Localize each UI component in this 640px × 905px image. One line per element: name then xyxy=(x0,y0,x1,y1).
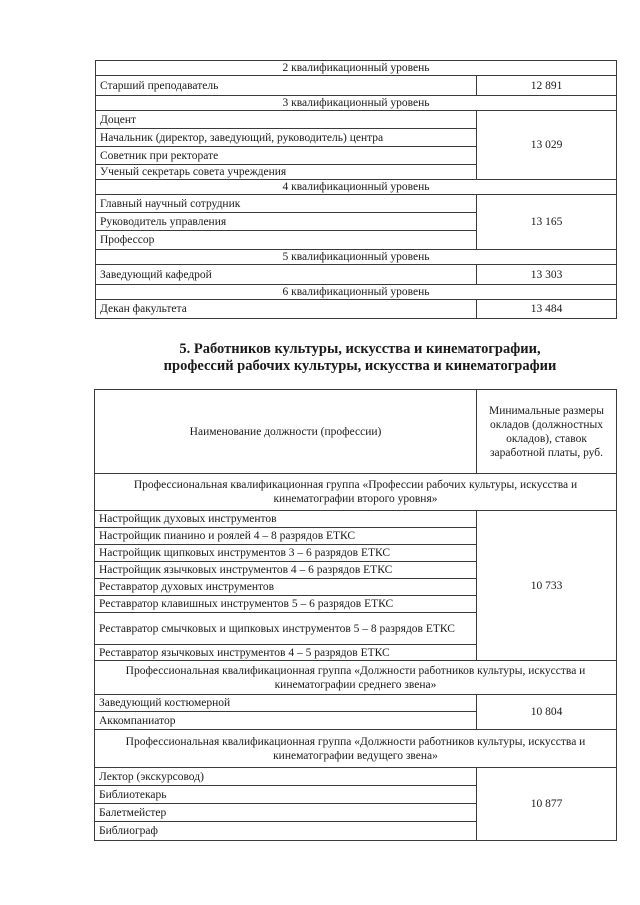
level-header: 3 квалификационный уровень xyxy=(96,96,617,111)
position-name: Начальник (директор, заведующий, руководитель) центра xyxy=(96,129,477,147)
salary-value: 10 877 xyxy=(477,768,617,841)
position-name: Советник при ректорате xyxy=(96,147,477,165)
salary-table-culture-workers xyxy=(94,389,617,841)
salary-value: 12 891 xyxy=(477,76,617,96)
position-name: Реставратор духовых инструментов xyxy=(95,579,477,596)
level-header: 2 квалификационный уровень xyxy=(96,61,617,76)
position-name: Реставратор клавишных инструментов 5 – 6 разрядов ЕТКС xyxy=(95,596,477,613)
section-heading xyxy=(80,341,640,375)
level-header: 6 квалификационный уровень xyxy=(96,285,617,300)
position-name: Настройщик духовых инструментов xyxy=(95,511,477,528)
section-title-line2: профессий рабочих культуры, искусства и кинематографии xyxy=(163,358,557,374)
position-name: Настройщик язычковых инструментов 4 – 6 разрядов ЕТКС xyxy=(95,562,477,579)
position-name: Реставратор язычковых инструментов 4 – 5 разрядов ЕТКС xyxy=(95,645,477,661)
position-name: Главный научный сотрудник xyxy=(96,195,477,213)
position-name: Доцент xyxy=(96,111,477,129)
position-name: Заведующий костюмерной xyxy=(95,695,477,712)
salary-value: 13 029 xyxy=(477,111,617,180)
position-name: Руководитель управления xyxy=(96,213,477,231)
position-name: Настройщик пианино и роялей 4 – 8 разрядов ЕТКС xyxy=(95,528,477,545)
column-header-salary: Минимальные размеры окладов (должностных окладов), ставок заработной платы, руб. xyxy=(477,390,617,474)
position-name: Библиотекарь xyxy=(95,786,477,804)
salary-value: 10 733 xyxy=(477,511,617,661)
salary-value: 10 804 xyxy=(477,695,617,730)
salary-value: 13 165 xyxy=(477,195,617,250)
group-title: Профессиональная квалификационная группа «Профессии рабочих культуры, искусства и кинематографии второго уровня» xyxy=(95,474,617,511)
position-name: Декан факультета xyxy=(96,300,477,319)
position-name: Профессор xyxy=(96,231,477,250)
salary-value: 13 303 xyxy=(477,265,617,285)
salary-table-qualification-levels xyxy=(95,60,617,319)
position-name: Балетмейстер xyxy=(95,804,477,822)
position-name: Настройщик щипковых инструментов 3 – 6 разрядов ЕТКС xyxy=(95,545,477,562)
salary-value: 13 484 xyxy=(477,300,617,319)
position-name: Аккомпаниатор xyxy=(95,712,477,730)
column-header-position: Наименование должности (профессии) xyxy=(95,390,477,474)
position-name: Библиограф xyxy=(95,822,477,841)
level-header: 4 квалификационный уровень xyxy=(96,180,617,195)
position-name: Ученый секретарь совета учреждения xyxy=(96,165,477,180)
position-name: Реставратор смычковых и щипковых инструментов 5 – 8 разрядов ЕТКС xyxy=(95,613,477,645)
level-header: 5 квалификационный уровень xyxy=(96,250,617,265)
group-title: Профессиональная квалификационная группа «Должности работников культуры, искусства и кинематографии ведущего звена» xyxy=(95,730,617,768)
position-name: Старший преподаватель xyxy=(96,76,477,96)
section-title-line1: 5. Работников культуры, искусства и кинематографии, xyxy=(179,341,541,357)
group-title: Профессиональная квалификационная группа «Должности работников культуры, искусства и кинематографии среднего звена» xyxy=(95,661,617,695)
position-name: Заведующий кафедрой xyxy=(96,265,477,285)
position-name: Лектор (экскурсовод) xyxy=(95,768,477,786)
